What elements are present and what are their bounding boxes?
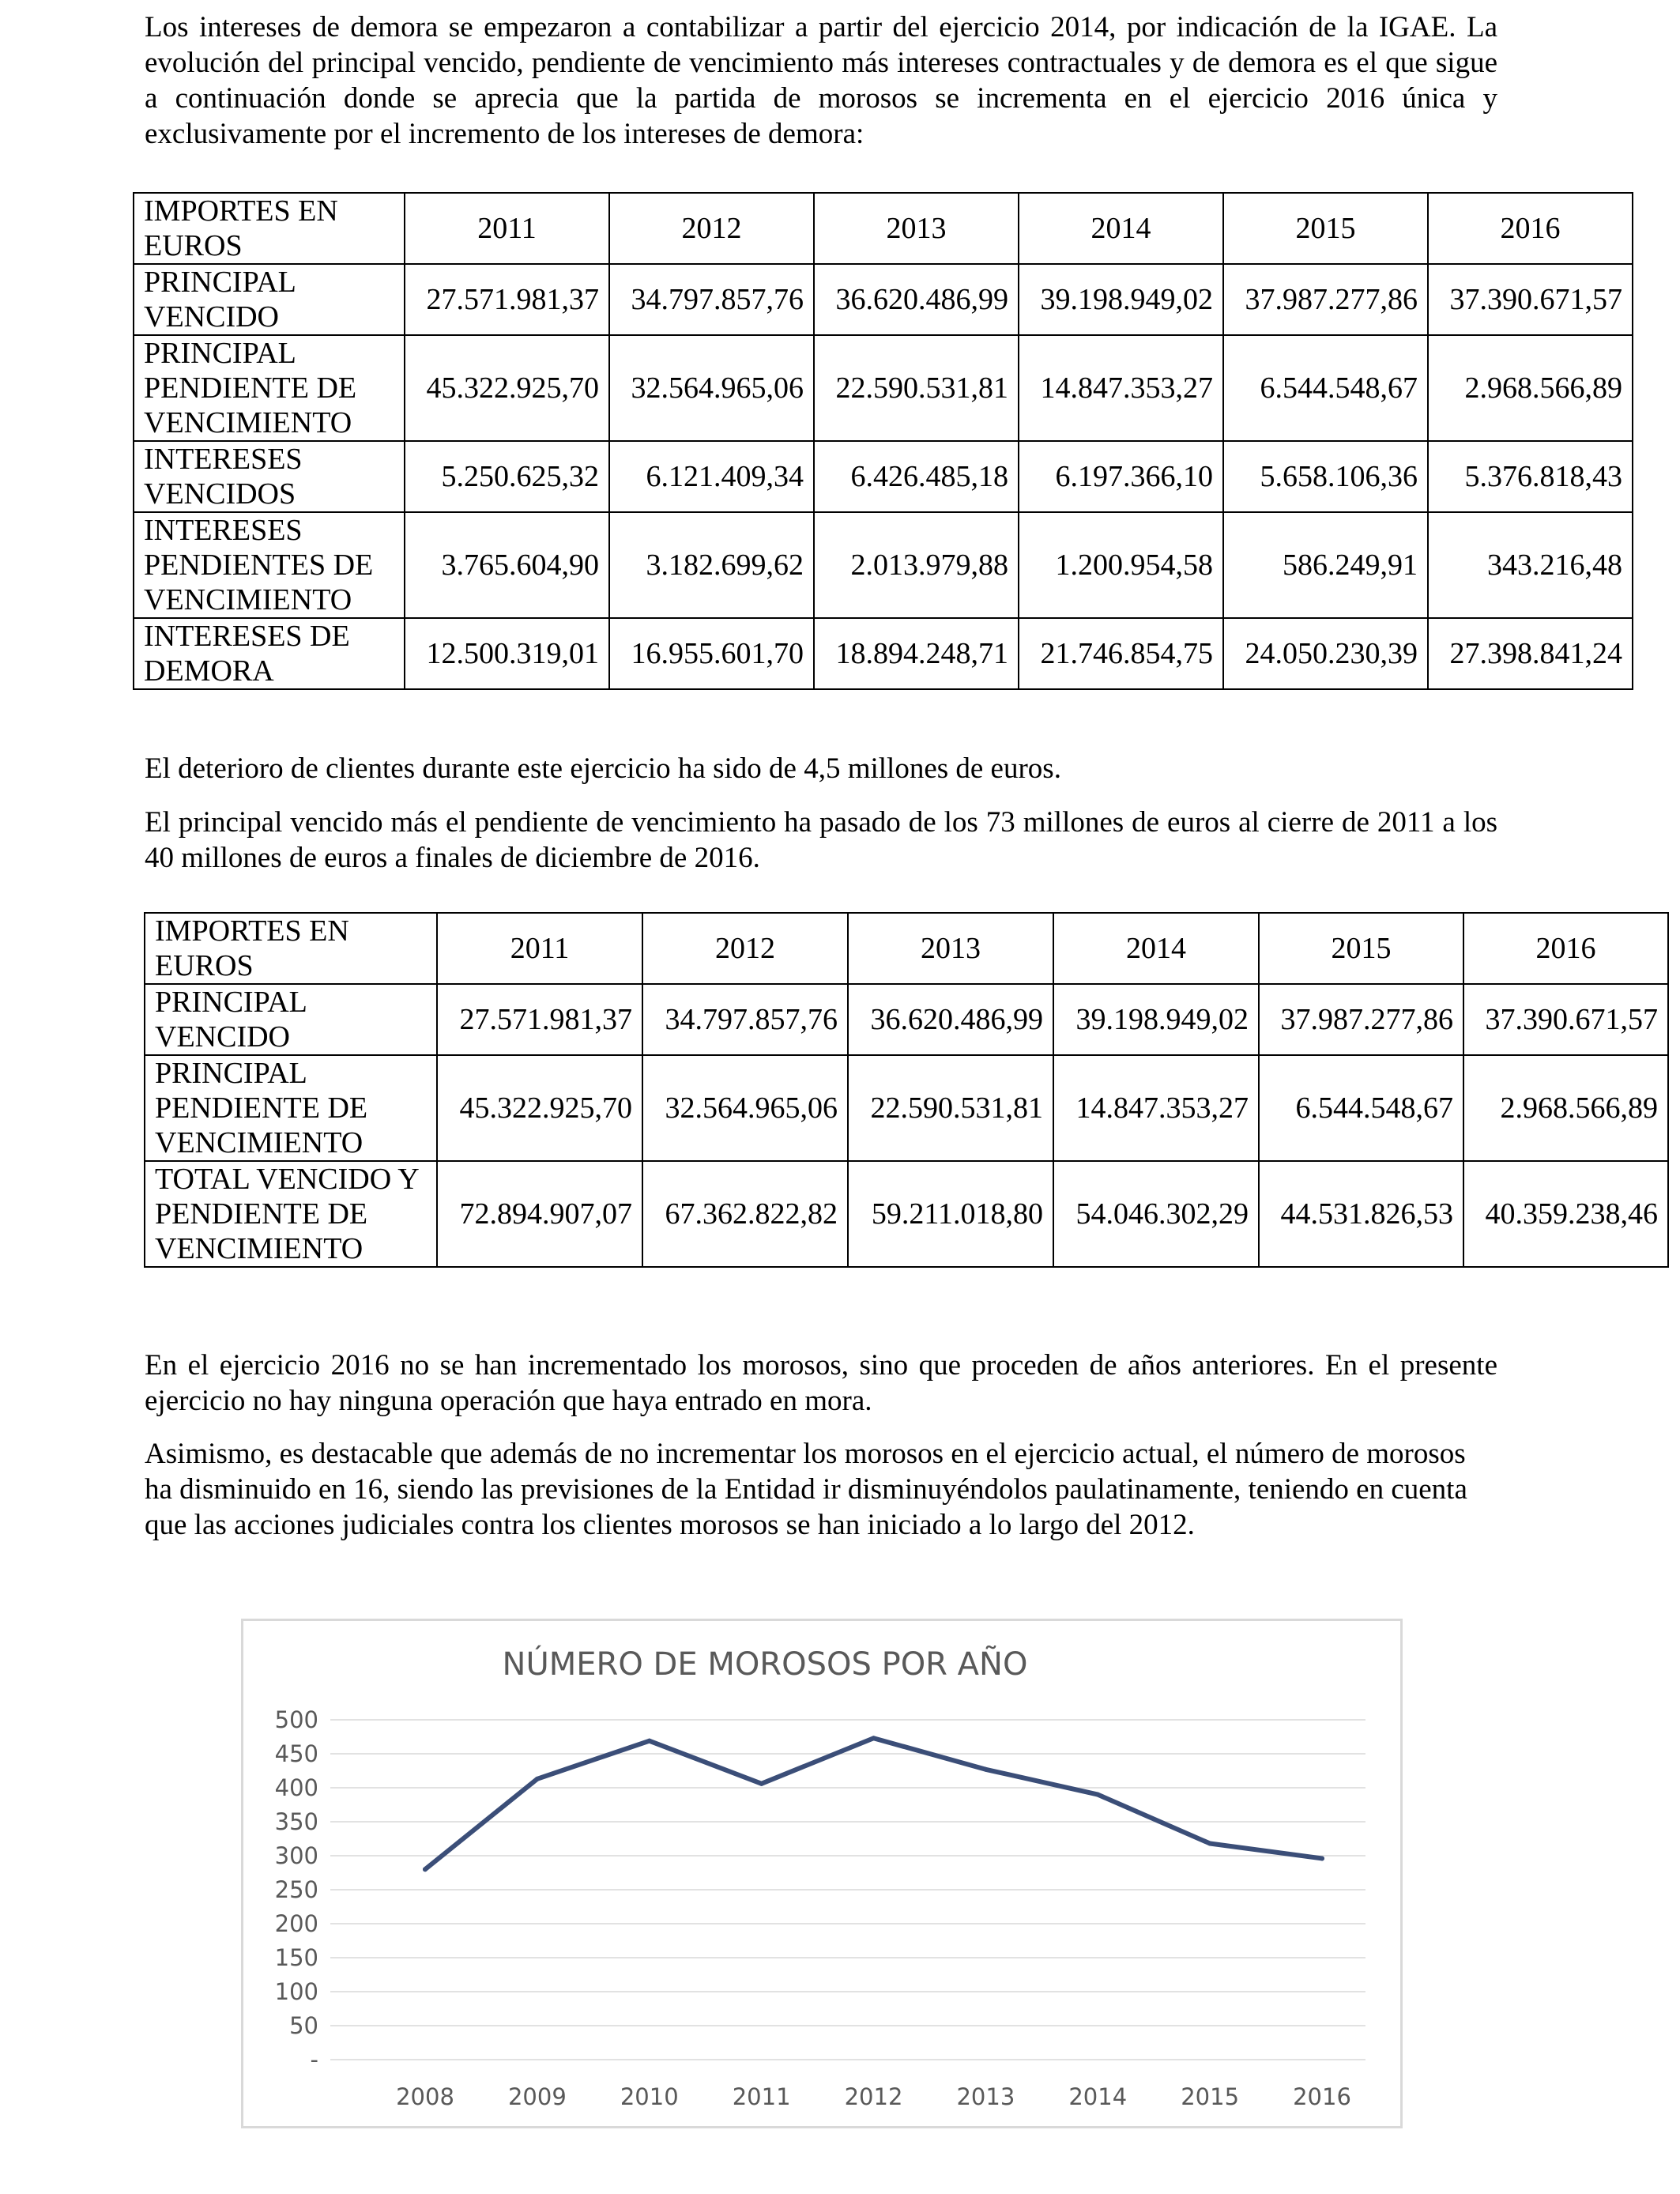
value-cell: 3.765.604,90 bbox=[405, 512, 609, 618]
x-tick-label: 2009 bbox=[507, 2083, 567, 2110]
value-cell: 54.046.302,29 bbox=[1053, 1161, 1259, 1267]
value-cell: 37.987.277,86 bbox=[1223, 264, 1428, 335]
table-row bbox=[134, 512, 1633, 618]
year-header-cell: 2014 bbox=[1053, 913, 1259, 984]
year-header-cell: 2016 bbox=[1463, 913, 1668, 984]
value-cell: 39.198.949,02 bbox=[1019, 264, 1223, 335]
paragraph-deterioro: El deterioro de clientes durante este ejercicio ha sido de 4,5 millones de euros. bbox=[145, 752, 1061, 785]
data-point bbox=[759, 1781, 764, 1786]
row-label-cell: TOTAL VENCIDO Y PENDIENTE DE VENCIMIENTO bbox=[145, 1161, 437, 1267]
paragraph-asimismo: Asimismo, es destacable que además de no incrementar los morosos en el ejercicio actual, el número de morosos ha disminuido en 16, siendo las previsiones de la Entidad ir disminuyéndolos paulatinamente, teniendo en cuenta que las acciones judiciales contra los clientes morosos se han iniciado a lo largo del 2012. bbox=[145, 1438, 1467, 1541]
chart-morosos-por-ano bbox=[241, 1619, 1403, 2128]
x-tick-label: 2013 bbox=[956, 2083, 1015, 2110]
x-tick-label: 2011 bbox=[732, 2083, 791, 2110]
value-cell: 2.968.566,89 bbox=[1463, 1055, 1668, 1161]
table2-header-row bbox=[145, 913, 1668, 984]
year-header-cell: 2015 bbox=[1259, 913, 1463, 984]
year-header-cell: 2012 bbox=[609, 193, 814, 264]
header-label-cell: IMPORTES EN EUROS bbox=[145, 913, 437, 984]
year-header-cell: 2016 bbox=[1428, 193, 1633, 264]
x-tick-label: 2015 bbox=[1181, 2083, 1240, 2110]
value-cell: 44.531.826,53 bbox=[1259, 1161, 1463, 1267]
header-label-cell: IMPORTES EN EUROS bbox=[134, 193, 405, 264]
value-cell: 6.121.409,34 bbox=[609, 441, 814, 512]
series-line-0 bbox=[425, 1738, 1322, 1869]
value-cell: 27.571.981,37 bbox=[405, 264, 609, 335]
table1-header-row bbox=[134, 193, 1633, 264]
x-tick-label: 2012 bbox=[844, 2083, 903, 2110]
table-row bbox=[134, 335, 1633, 441]
chart-title: NÚMERO DE MOROSOS POR AÑO bbox=[502, 1646, 1028, 1683]
table-row bbox=[134, 441, 1633, 512]
value-cell: 34.797.857,76 bbox=[609, 264, 814, 335]
value-cell: 6.544.548,67 bbox=[1223, 335, 1428, 441]
table-morosos-detalle bbox=[133, 192, 1633, 690]
value-cell: 27.398.841,24 bbox=[1428, 618, 1633, 689]
x-tick-label: 2014 bbox=[1068, 2083, 1128, 2110]
row-label-cell: PRINCIPAL PENDIENTE DE VENCIMIENTO bbox=[134, 335, 405, 441]
value-cell: 6.544.548,67 bbox=[1259, 1055, 1463, 1161]
y-tick-label: 400 bbox=[274, 1774, 318, 1801]
y-tick-label: 500 bbox=[274, 1706, 318, 1733]
value-cell: 14.847.353,27 bbox=[1053, 1055, 1259, 1161]
paragraph-intro: Los intereses de demora se empezaron a contabilizar a partir del ejercicio 2014, por indicación de la IGAE. La evolución del principal vencido, pendiente de vencimiento más intereses contractuales y de demora es el que sigue a continuación donde se aprecia que la partida de morosos se incrementa en el ejercicio 2016 única y exclusivamente por el incremento de los intereses de demora: bbox=[145, 11, 1497, 150]
data-point bbox=[983, 1767, 988, 1772]
value-cell: 2.013.979,88 bbox=[814, 512, 1019, 618]
data-point bbox=[1320, 1856, 1324, 1860]
y-tick-label: 100 bbox=[274, 1978, 318, 2005]
value-cell: 22.590.531,81 bbox=[848, 1055, 1053, 1161]
y-tick-label: 350 bbox=[274, 1808, 318, 1835]
paragraph-principal: El principal vencido más el pendiente de vencimiento ha pasado de los 73 millones de euros al cierre de 2011 a los 40 millones de euros a finales de diciembre de 2016. bbox=[145, 806, 1497, 874]
year-header-cell: 2011 bbox=[437, 913, 642, 984]
paragraph-morosos-2016: En el ejercicio 2016 no se han incrementado los morosos, sino que proceden de años anteriores. En el presente ejercicio no hay ninguna operación que haya entrado en mora. bbox=[145, 1349, 1497, 1417]
value-cell: 27.571.981,37 bbox=[437, 984, 642, 1055]
data-point bbox=[1207, 1842, 1212, 1846]
value-cell: 36.620.486,99 bbox=[814, 264, 1019, 335]
row-label-cell: PRINCIPAL VENCIDO bbox=[145, 984, 437, 1055]
table-row bbox=[134, 264, 1633, 335]
x-tick-label: 2010 bbox=[620, 2083, 679, 2110]
value-cell: 14.847.353,27 bbox=[1019, 335, 1223, 441]
value-cell: 3.182.699,62 bbox=[609, 512, 814, 618]
value-cell: 5.376.818,43 bbox=[1428, 441, 1633, 512]
row-label-cell: PRINCIPAL PENDIENTE DE VENCIMIENTO bbox=[145, 1055, 437, 1161]
y-tick-label: 150 bbox=[274, 1944, 318, 1971]
value-cell: 37.390.671,57 bbox=[1428, 264, 1633, 335]
y-tick-label: 300 bbox=[274, 1842, 318, 1869]
table-row bbox=[145, 1161, 1668, 1267]
value-cell: 1.200.954,58 bbox=[1019, 512, 1223, 618]
y-tick-label: 450 bbox=[274, 1740, 318, 1767]
value-cell: 32.564.965,06 bbox=[642, 1055, 848, 1161]
value-cell: 45.322.925,70 bbox=[405, 335, 609, 441]
line-chart bbox=[243, 1621, 1400, 2126]
row-label-cell: PRINCIPAL VENCIDO bbox=[134, 264, 405, 335]
value-cell: 37.987.277,86 bbox=[1259, 984, 1463, 1055]
value-cell: 343.216,48 bbox=[1428, 512, 1633, 618]
value-cell: 5.658.106,36 bbox=[1223, 441, 1428, 512]
year-header-cell: 2012 bbox=[642, 913, 848, 984]
value-cell: 16.955.601,70 bbox=[609, 618, 814, 689]
y-tick-label: 200 bbox=[274, 1910, 318, 1937]
row-label-cell: INTERESES PENDIENTES DE VENCIMIENTO bbox=[134, 512, 405, 618]
y-tick-label: - bbox=[310, 2046, 318, 2073]
y-tick-label: 50 bbox=[289, 2012, 318, 2039]
value-cell: 18.894.248,71 bbox=[814, 618, 1019, 689]
value-cell: 40.359.238,46 bbox=[1463, 1161, 1668, 1267]
value-cell: 6.197.366,10 bbox=[1019, 441, 1223, 512]
data-point bbox=[1095, 1793, 1100, 1797]
row-label-cell: INTERESES DE DEMORA bbox=[134, 618, 405, 689]
value-cell: 37.390.671,57 bbox=[1463, 984, 1668, 1055]
value-cell: 2.968.566,89 bbox=[1428, 335, 1633, 441]
value-cell: 6.426.485,18 bbox=[814, 441, 1019, 512]
data-point bbox=[423, 1867, 428, 1872]
data-point bbox=[647, 1739, 652, 1744]
x-tick-label: 2016 bbox=[1293, 2083, 1351, 2110]
value-cell: 72.894.907,07 bbox=[437, 1161, 642, 1267]
value-cell: 59.211.018,80 bbox=[848, 1161, 1053, 1267]
value-cell: 21.746.854,75 bbox=[1019, 618, 1223, 689]
value-cell: 34.797.857,76 bbox=[642, 984, 848, 1055]
value-cell: 67.362.822,82 bbox=[642, 1161, 848, 1267]
table-total-vencido bbox=[144, 912, 1669, 1268]
y-tick-label: 250 bbox=[274, 1876, 318, 1903]
year-header-cell: 2015 bbox=[1223, 193, 1428, 264]
year-header-cell: 2013 bbox=[848, 913, 1053, 984]
table-row bbox=[145, 984, 1668, 1055]
year-header-cell: 2014 bbox=[1019, 193, 1223, 264]
value-cell: 32.564.965,06 bbox=[609, 335, 814, 441]
value-cell: 586.249,91 bbox=[1223, 512, 1428, 618]
value-cell: 12.500.319,01 bbox=[405, 618, 609, 689]
value-cell: 5.250.625,32 bbox=[405, 441, 609, 512]
value-cell: 22.590.531,81 bbox=[814, 335, 1019, 441]
x-tick-label: 2008 bbox=[396, 2083, 454, 2110]
value-cell: 24.050.230,39 bbox=[1223, 618, 1428, 689]
row-label-cell: INTERESES VENCIDOS bbox=[134, 441, 405, 512]
table-row bbox=[145, 1055, 1668, 1161]
value-cell: 39.198.949,02 bbox=[1053, 984, 1259, 1055]
data-point bbox=[535, 1777, 540, 1781]
year-header-cell: 2011 bbox=[405, 193, 609, 264]
year-header-cell: 2013 bbox=[814, 193, 1019, 264]
value-cell: 45.322.925,70 bbox=[437, 1055, 642, 1161]
data-point bbox=[872, 1736, 876, 1740]
table-row bbox=[134, 618, 1633, 689]
value-cell: 36.620.486,99 bbox=[848, 984, 1053, 1055]
